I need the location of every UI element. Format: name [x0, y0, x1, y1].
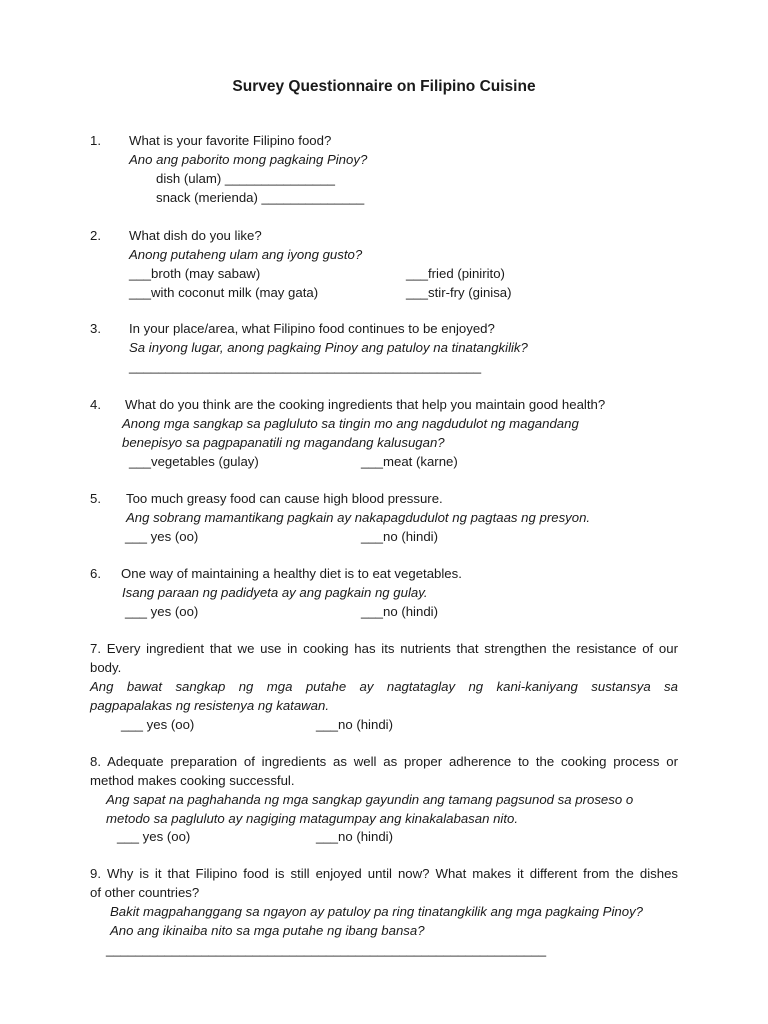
q1-question-fil: Ano ang paborito mong pagkaing Pinoy? [129, 152, 368, 167]
q3-question-en: In your place/area, what Filipino food continues to be enjoyed? [129, 321, 495, 336]
q4-option-vegetables[interactable]: ___vegetables (gulay) [129, 454, 259, 469]
q2-option-coconut-milk[interactable]: ___with coconut milk (may gata) [129, 285, 319, 300]
q7-option-no[interactable]: ___no (hindi) [316, 717, 393, 732]
q5-number: 5. [90, 491, 101, 506]
q3-number: 3. [90, 321, 101, 336]
page-title: Survey Questionnaire on Filipino Cuisine [232, 78, 536, 95]
q1-option-snack[interactable]: snack (merienda) ______________ [156, 190, 365, 205]
q6-option-no[interactable]: ___no (hindi) [361, 604, 438, 619]
q8-question-en-line1: 8. Adequate preparation of ingredients as well as proper adherence to the cooking process or [90, 754, 678, 769]
q5-option-no[interactable]: ___no (hindi) [361, 529, 438, 544]
q6-question-en: One way of maintaining a healthy diet is to eat vegetables. [121, 566, 462, 581]
q9-question-fil-line2: Ano ang ikinaiba nito sa mga putahe ng ibang bansa? [110, 923, 425, 938]
q5-option-yes[interactable]: ___ yes (oo) [125, 529, 199, 544]
q4-question-fil-line2: benepisyo sa pagpapanatili ng magandang kalusugan? [122, 435, 445, 450]
q7-question-fil-line1: Ang bawat sangkap ng mga putahe ay nagtataglay ng kani-kaniyang sustansya sa [90, 679, 678, 694]
q8-question-en-line2: method makes cooking successful. [90, 773, 295, 788]
q4-question-fil-line1: Anong mga sangkap sa pagluluto sa tingin mo ang nagdudulot ng magandang [122, 416, 579, 431]
q5-question-en: Too much greasy food can cause high blood pressure. [126, 491, 443, 506]
q8-option-no[interactable]: ___no (hindi) [316, 829, 393, 844]
q4-number: 4. [90, 397, 101, 412]
q3-question-fil: Sa inyong lugar, anong pagkaing Pinoy ang patuloy na tinatangkilik? [129, 340, 528, 355]
q6-number: 6. [90, 566, 101, 581]
q7-question-fil-line2: pagpapalakas ng resistenya ng katawan. [90, 698, 330, 713]
q4-question-en: What do you think are the cooking ingredients that help you maintain good health? [125, 397, 606, 412]
q1-number: 1. [90, 133, 101, 148]
q2-option-stir-fry[interactable]: ___stir-fry (ginisa) [406, 285, 512, 300]
q4-option-meat[interactable]: ___meat (karne) [361, 454, 458, 469]
q6-option-yes[interactable]: ___ yes (oo) [125, 604, 199, 619]
q1-question-en: What is your favorite Filipino food? [129, 133, 332, 148]
q2-option-fried[interactable]: ___fried (pinirito) [406, 266, 505, 281]
q9-question-fil-line1: Bakit magpahanggang sa ngayon ay patuloy pa ring tinatangkilik ang mga pagkaing Pinoy? [110, 904, 643, 919]
q9-question-en-line2: of other countries? [90, 885, 200, 900]
q7-question-en-line2: body. [90, 660, 122, 675]
q8-question-fil-line2: metodo sa pagluluto ay nagiging matagumpay ang kinakalabasan nito. [106, 811, 519, 826]
q5-question-fil: Ang sobrang mamantikang pagkain ay nakapagdudulot ng pagtaas ng presyon. [126, 510, 591, 525]
q9-question-en-line1: 9. Why is it that Filipino food is still enjoyed until now? What makes it different from the dishes [90, 866, 678, 881]
q2-option-broth[interactable]: ___broth (may sabaw) [129, 266, 261, 281]
q7-option-yes[interactable]: ___ yes (oo) [121, 717, 195, 732]
q6-question-fil: Isang paraan ng padidyeta ay ang pagkain ng gulay. [122, 585, 428, 600]
q2-question-en: What dish do you like? [129, 228, 262, 243]
q8-option-yes[interactable]: ___ yes (oo) [117, 829, 191, 844]
q9-answer-blank[interactable]: ____________________________________________________________ [106, 942, 547, 957]
q2-question-fil: Anong putaheng ulam ang iyong gusto? [129, 247, 363, 262]
q7-question-en-line1: 7. Every ingredient that we use in cooking has its nutrients that strengthen the resistance of our [90, 641, 678, 656]
q8-question-fil-line1: Ang sapat na paghahanda ng mga sangkap gayundin ang tamang pagsunod sa proseso o [106, 792, 634, 807]
q2-number: 2. [90, 228, 101, 243]
q3-answer-blank[interactable]: ________________________________________________ [129, 359, 482, 374]
q1-option-dish[interactable]: dish (ulam) _______________ [156, 171, 335, 186]
